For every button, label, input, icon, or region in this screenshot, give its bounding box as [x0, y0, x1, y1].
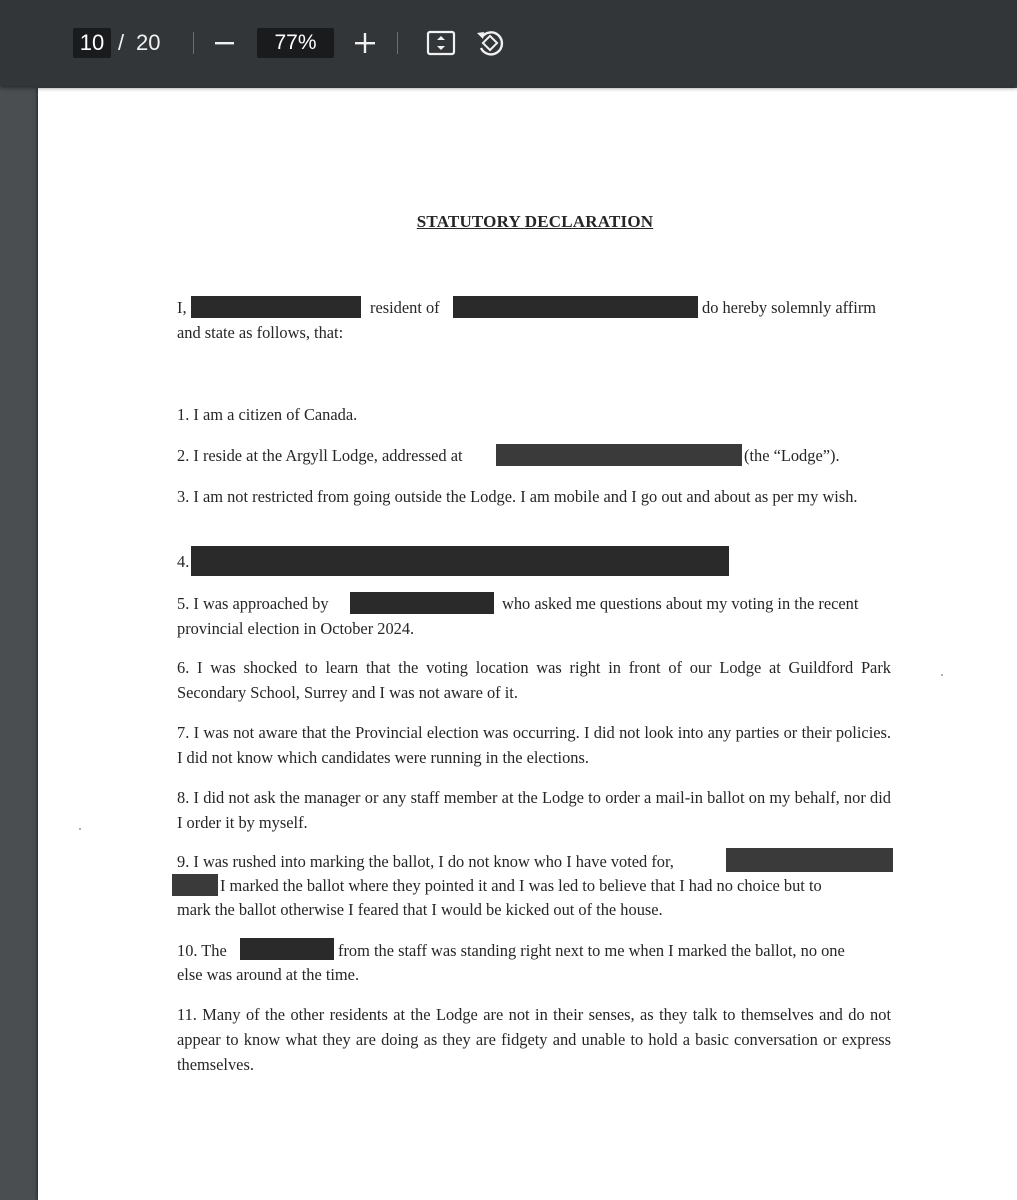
list-item: 10. The [177, 941, 227, 960]
intro-text: and state as follows, that: [177, 323, 344, 342]
redaction-block [453, 296, 698, 318]
rotate-icon [473, 26, 507, 60]
redaction-block [240, 938, 334, 960]
list-item: 11. Many of the other residents at the Lodge are not in their senses, as they talk to themselves and do not appear to know what they are doing as they are fidgety and unable to hold a basic conversation or express themselves. [177, 1005, 891, 1074]
list-item: provincial election in October 2024. [177, 619, 415, 638]
redaction-block [726, 848, 893, 872]
list-item: 3. I am not restricted from going outside the Lodge. I am mobile and I go out and about as per my wish. [177, 487, 858, 506]
redaction-block [172, 874, 218, 896]
toolbar-divider [193, 32, 194, 54]
list-item: 6. I was shocked to learn that the voting location was right in front of our Lodge at Guildford Park Secondary School, Surrey and I was not aware of it. [177, 658, 891, 702]
list-item: 9. I was rushed into marking the ballot, I do not know who I have voted for, [177, 852, 674, 871]
fit-page-icon [424, 26, 458, 60]
list-item: else was around at the time. [177, 965, 360, 984]
list-item: 2. I reside at the Argyll Lodge, addressed at [177, 446, 463, 465]
total-pages: 20 [136, 30, 161, 55]
zoom-in-icon [348, 26, 382, 60]
scan-speck [941, 674, 943, 676]
intro-text: do hereby solemnly affirm [702, 298, 877, 317]
list-item: 1. I am a citizen of Canada. [177, 405, 358, 424]
page-number-input[interactable]: 10 [73, 28, 111, 58]
intro-text: I, [177, 298, 187, 317]
redaction-block [191, 546, 729, 576]
list-item: (the “Lodge”). [744, 446, 840, 465]
fit-page-button[interactable] [424, 26, 458, 60]
list-item: 4. [177, 552, 190, 571]
list-item: 7. I was not aware that the Provincial election was occurring. I did not look into any parties or their policies. I did not know which candidates were running in the elections. [177, 723, 891, 767]
list-item: I marked the ballot where they pointed it and I was led to believe that I had no choice but to [220, 876, 822, 895]
list-item: 8. I did not ask the manager or any staff member at the Lodge to order a mail-in ballot on my behalf, nor did I order it by myself. [177, 788, 891, 832]
zoom-in-button[interactable] [348, 26, 382, 60]
page-separator: / [118, 30, 125, 55]
redaction-block [496, 444, 742, 466]
zoom-out-button[interactable] [208, 26, 242, 60]
zoom-level-input[interactable]: 77% [257, 28, 334, 58]
pdf-toolbar [0, 0, 1017, 86]
list-item: who asked me questions about my voting in the recent [502, 594, 859, 613]
redaction-block [350, 592, 494, 614]
list-item: from the staff was standing right next to me when I marked the ballot, no one [338, 941, 845, 960]
document-page [38, 88, 1017, 1200]
list-item: 5. I was approached by [177, 594, 329, 613]
list-item: mark the ballot otherwise I feared that I would be kicked out of the house. [177, 900, 663, 919]
scan-speck [79, 828, 81, 830]
zoom-out-icon [208, 26, 242, 60]
page-title: STATUTORY DECLARATION [416, 212, 654, 231]
rotate-button[interactable] [473, 26, 507, 60]
viewer-background [0, 86, 38, 1200]
redaction-block [191, 296, 361, 318]
toolbar-divider [397, 32, 398, 54]
intro-text: resident of [370, 298, 440, 317]
